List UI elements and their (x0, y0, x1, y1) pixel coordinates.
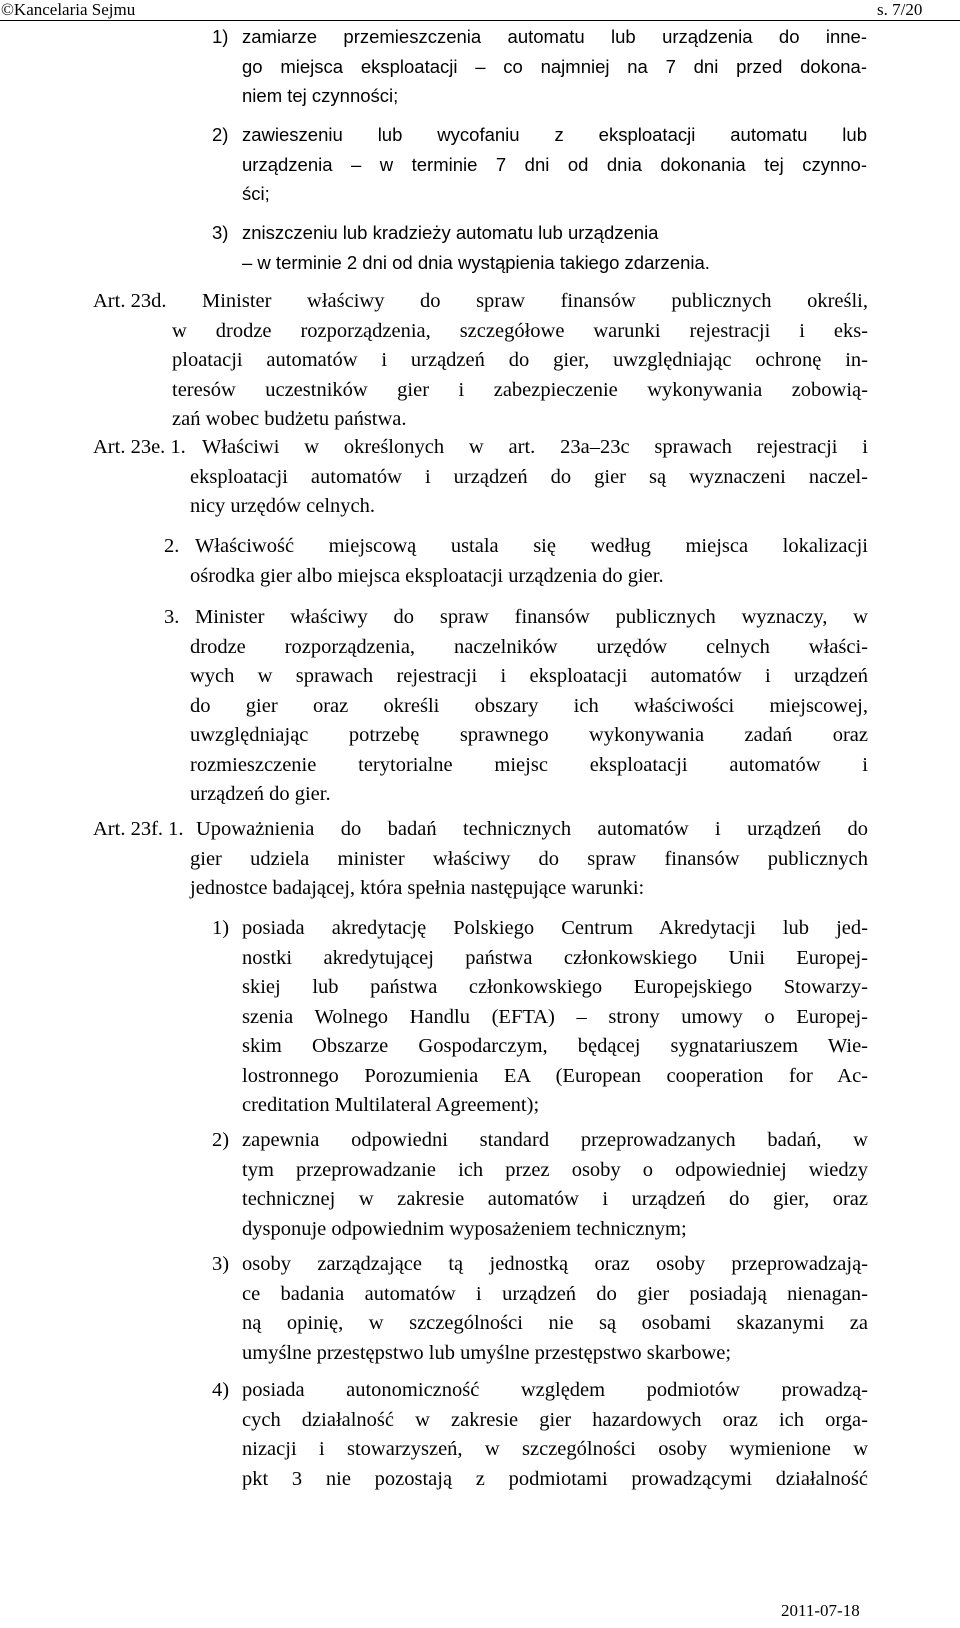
article-23d: Art. 23d. Minister właściwy do spraw finansów publicznych określi, w drodze rozporządzenia, szczegółowe warunki rejestracji i eks- ploatacji automatów i urządzeń do gier, uwzględniając ochronę in- teresów uczestników gier i zabezpieczenie wykonywania zobowią- zań wobec budżetu państwa. (93, 287, 868, 435)
list-item-number: 1) (212, 917, 230, 939)
header-divider (0, 20, 960, 21)
list-item: 2) zawieszeniu lub wycofaniu z eksploatacji automatu lub urządzenia – w terminie 7 dni od dnia dokonania tej czynno- ści; (212, 120, 867, 209)
list-item: 2) zapewnia odpowiedni standard przeprowadzanych badań, w tym przeprowadzanie ich przez osoby o odpowiedniej wiedzy technicznej w zakresie automatów i urządzeń do gier, oraz dysponuje odpowiednim wyposażeniem technicznym; (212, 1126, 868, 1244)
paragraph-number: 3. (164, 606, 180, 628)
list-item-number: 2) (212, 1129, 230, 1151)
list-item-number: 4) (212, 1379, 230, 1401)
article-23e-paragraph-3: 3. Minister właściwy do spraw finansów publicznych wyznaczy, w drodze rozporządzenia, naczelników urzędów celnych właści- wych w sprawach rejestracji i eksploatacji automatów i urządzeń do gier oraz określi obszary ich właściwości miejscowej, uwzględniając potrzebę sprawnego wykonywania zadań oraz rozmieszczenie terytorialne miejsc eksploatacji automatów i urządzeń do gier. (164, 603, 868, 810)
list-item-number: 3) (212, 222, 229, 243)
article-23e: Art. 23e. 1. Właściwi w określonych w art. 23a–23c sprawach rejestracji i eksploatacji automatów i urządzeń do gier są wyznaczeni naczel- nicy urzędów celnych. (93, 433, 868, 522)
article-label: Art. 23e. 1. (93, 436, 186, 458)
list-item: 1) posiada akredytację Polskiego Centrum Akredytacji lub jed- nostki akredytującej państwa członkowskiego Unii Europej- skiej lub państwa członkowskiego Europejskiego Stowarzy- szenia Wolnego Handlu (EFTA) – strony umowy o Europej- skim Obszarze Gospodarczym, będącej sygnatariuszem Wie- lostronnego Porozumienia EA (European cooperation for Ac- creditation Multilateral Agreement); (212, 914, 868, 1121)
paragraph-number: 2. (164, 535, 180, 557)
header-page-number: s. 7/20 (877, 0, 923, 19)
list-item: 3) zniszczeniu lub kradzieży automatu lub urządzenia – w terminie 2 dni od dnia wystąpienia takiego zdarzenia. (212, 218, 867, 277)
list-item: 3) osoby zarządzające tą jednostką oraz osoby przeprowadzają- ce badania automatów i urządzeń do gier posiadają nienagan- ną opinię, w szczególności nie są osobami skazanymi za umyślne przestępstwo lub umyślne przestępstwo skarbowe; (212, 1250, 868, 1368)
footer-date: 2011-07-18 (781, 1601, 860, 1620)
article-23e-paragraph-2: 2. Właściwość miejscową ustala się według miejsca lokalizacji ośrodka gier albo miejsca eksploatacji urządzenia do gier. (164, 532, 868, 591)
list-item-number: 3) (212, 1253, 230, 1275)
article-23f: Art. 23f. 1. Upoważnienia do badań technicznych automatów i urządzeń do gier udziela minister właściwy do spraw finansów publicznych jednostce badającej, która spełnia następujące warunki: (93, 815, 868, 904)
article-label: Art. 23d. (93, 290, 167, 312)
list-item: 1) zamiarze przemieszczenia automatu lub urządzenia do inne- go miejsca eksploatacji – co najmniej na 7 dni przed dokona- niem tej czynności; (212, 22, 867, 111)
list-item: 4) posiada autonomiczność względem podmiotów prowadzą- cych działalność w zakresie gier hazardowych oraz ich orga- nizacji i stowarzyszeń, w szczególności osoby wymienione w pkt 3 nie pozostają z podmiotami prowadzącymi działalność (212, 1376, 868, 1494)
header-source: ©Kancelaria Sejmu (1, 0, 136, 19)
list-item-number: 2) (212, 124, 229, 145)
article-label: Art. 23f. 1. (93, 818, 184, 840)
list-item-number: 1) (212, 26, 229, 47)
